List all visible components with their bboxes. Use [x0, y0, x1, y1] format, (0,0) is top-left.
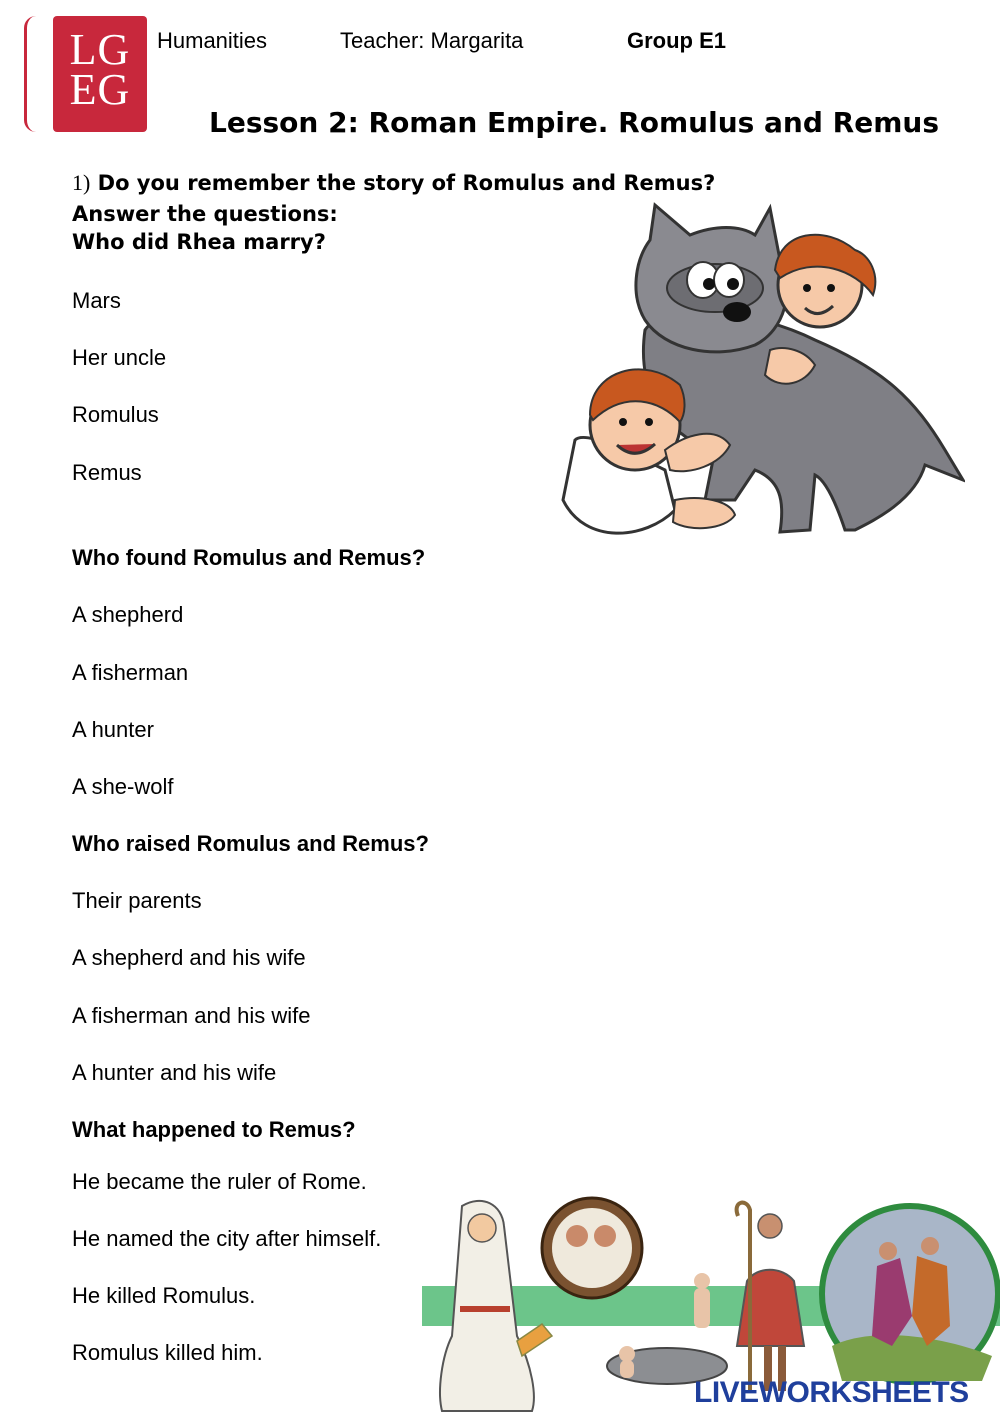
exercise-number: 1)	[72, 170, 91, 195]
question-4: What happened to Remus?	[72, 1117, 356, 1142]
answer-option[interactable]: Their parents	[72, 888, 202, 913]
exercise-prompt	[72, 170, 715, 196]
answer-option[interactable]: A fisherman and his wife	[72, 1003, 311, 1028]
answer-option[interactable]: A shepherd	[72, 602, 184, 627]
question-1: Who did Rhea marry?	[72, 230, 326, 254]
answer-option[interactable]: A shepherd and his wife	[72, 945, 306, 970]
answer-option[interactable]: A hunter and his wife	[72, 1060, 277, 1085]
subject-label: Humanities	[157, 28, 268, 53]
question-2: Who found Romulus and Remus?	[72, 545, 426, 570]
answer-option[interactable]: Romulus killed him.	[72, 1340, 263, 1365]
teacher-label: Teacher: Margarita	[340, 28, 524, 53]
group-label: Group E1	[627, 28, 727, 53]
answer-option[interactable]: A she-wolf	[72, 774, 174, 799]
answer-option[interactable]: Mars	[72, 288, 121, 313]
answer-option[interactable]: He killed Romulus.	[72, 1283, 256, 1308]
wolf-and-twins-illustration	[555, 200, 965, 550]
exercise-prompt-text: Do you remember the story of Romulus and Remus?	[97, 171, 716, 195]
lesson-title: Lesson 2: Roman Empire. Romulus and Remus	[209, 106, 939, 139]
answer-option[interactable]: A fisherman	[72, 660, 189, 685]
school-logo	[53, 16, 147, 132]
question-3: Who raised Romulus and Remus?	[72, 831, 429, 856]
answer-option[interactable]: A hunter	[72, 717, 154, 742]
liveworksheets-watermark: LIVEWORKSHEETS	[694, 1376, 969, 1409]
answer-option[interactable]: Remus	[72, 460, 142, 485]
answer-option[interactable]: He became the ruler of Rome.	[72, 1169, 367, 1194]
answer-option[interactable]: Her uncle	[72, 345, 167, 370]
logo-bracket	[24, 16, 41, 132]
logo-line-2: EG	[69, 65, 131, 114]
answer-option[interactable]: He named the city after himself.	[72, 1226, 382, 1251]
answer-option[interactable]: Romulus	[72, 402, 159, 427]
exercise-instruction: Answer the questions:	[72, 202, 338, 226]
logo-line-1: LG	[69, 25, 131, 74]
